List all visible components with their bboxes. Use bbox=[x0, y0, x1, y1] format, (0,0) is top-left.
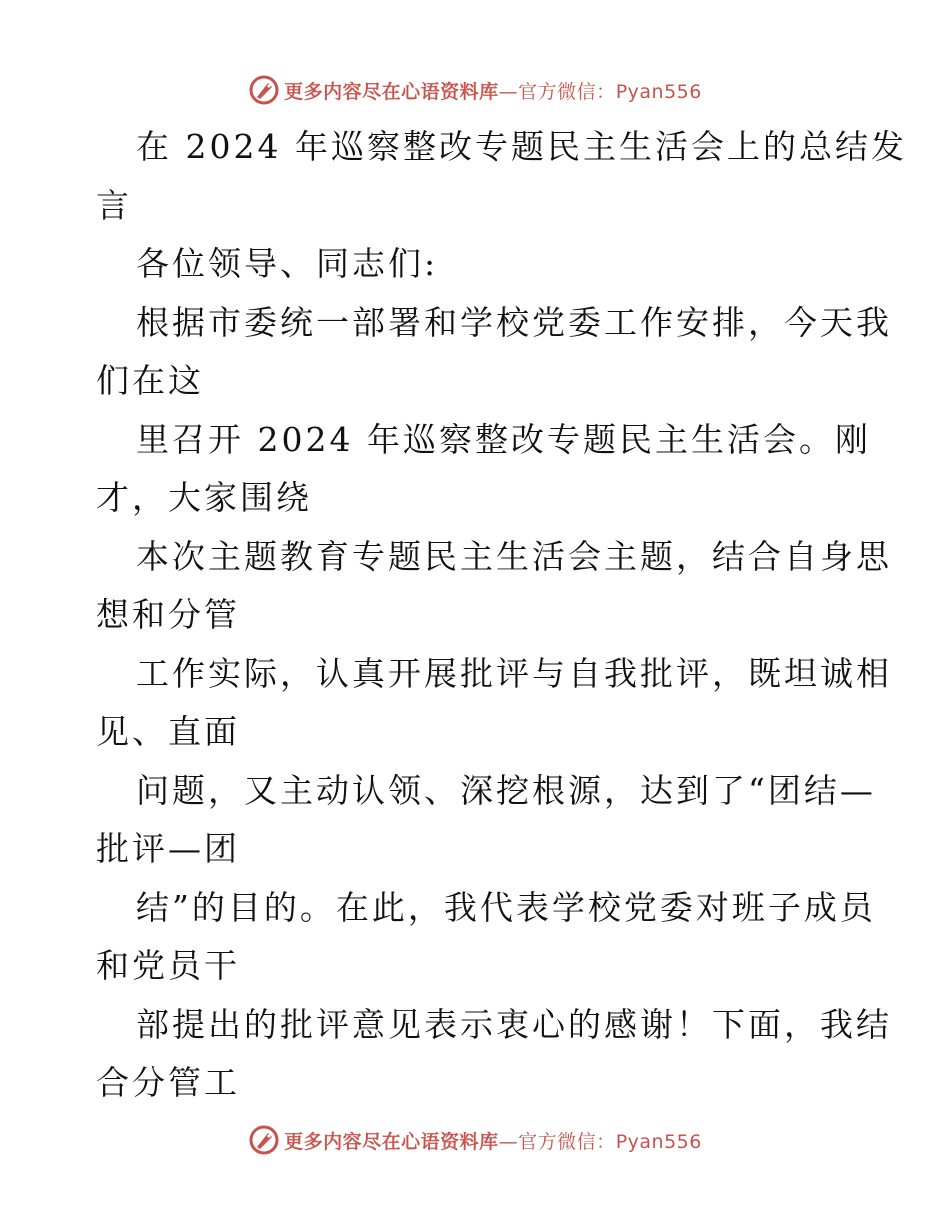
banner-text bbox=[284, 77, 702, 104]
banner-main-text: 更多内容尽在心语资料库 bbox=[284, 1130, 499, 1153]
salutation: 各位领导、同志们: bbox=[136, 244, 439, 283]
paragraph-line: 和党员干 bbox=[96, 946, 240, 985]
paragraph-line: 批评—团 bbox=[96, 829, 240, 868]
paragraph-line: 想和分管 bbox=[96, 595, 240, 634]
document-title-line-2: 言 bbox=[96, 185, 132, 225]
paragraph-line: 本次主题教育专题民主生活会主题，结合自身思 bbox=[136, 536, 892, 576]
paragraph-line: 部提出的批评意见表示衷心的感谢！下面，我结 bbox=[136, 1004, 892, 1044]
banner-official-label: 官方微信： bbox=[518, 1130, 616, 1153]
paragraph-line: 结”的目的。在此，我代表学校党委对班子成员 bbox=[136, 887, 876, 927]
pen-nib-logo-icon bbox=[248, 1124, 280, 1156]
paragraph-line: 们在这 bbox=[96, 361, 204, 400]
footer-banner bbox=[0, 1120, 950, 1160]
paragraph-line: 工作实际，认真开展批评与自我批评，既坦诚相 bbox=[136, 653, 892, 693]
document-title-line-1: 在 2024 年巡察整改专题民主生活会上的总结发 bbox=[136, 127, 907, 166]
banner-official-label: 官方微信： bbox=[518, 80, 616, 103]
banner-text bbox=[284, 1127, 702, 1154]
paragraph-line: 见、直面 bbox=[96, 712, 240, 751]
banner-account: Pyan556 bbox=[615, 1130, 702, 1153]
banner-dash: — bbox=[498, 80, 519, 103]
banner-dash: — bbox=[498, 1130, 519, 1153]
paragraph-line: 里召开 2024 年巡察整改专题民主生活会。刚 bbox=[136, 419, 871, 459]
document-body bbox=[96, 118, 907, 1113]
banner-main-text: 更多内容尽在心语资料库 bbox=[284, 80, 499, 103]
banner-account: Pyan556 bbox=[615, 80, 702, 103]
header-banner bbox=[0, 70, 950, 110]
paragraph-line: 合分管工 bbox=[96, 1063, 240, 1102]
paragraph-line: 问题，又主动认领、深挖根源，达到了“团结— bbox=[136, 770, 876, 810]
pen-nib-logo-icon bbox=[248, 74, 280, 106]
paragraph-line: 才，大家围绕 bbox=[96, 478, 312, 517]
paragraph-line: 根据市委统一部署和学校党委工作安排，今天我 bbox=[136, 302, 892, 342]
